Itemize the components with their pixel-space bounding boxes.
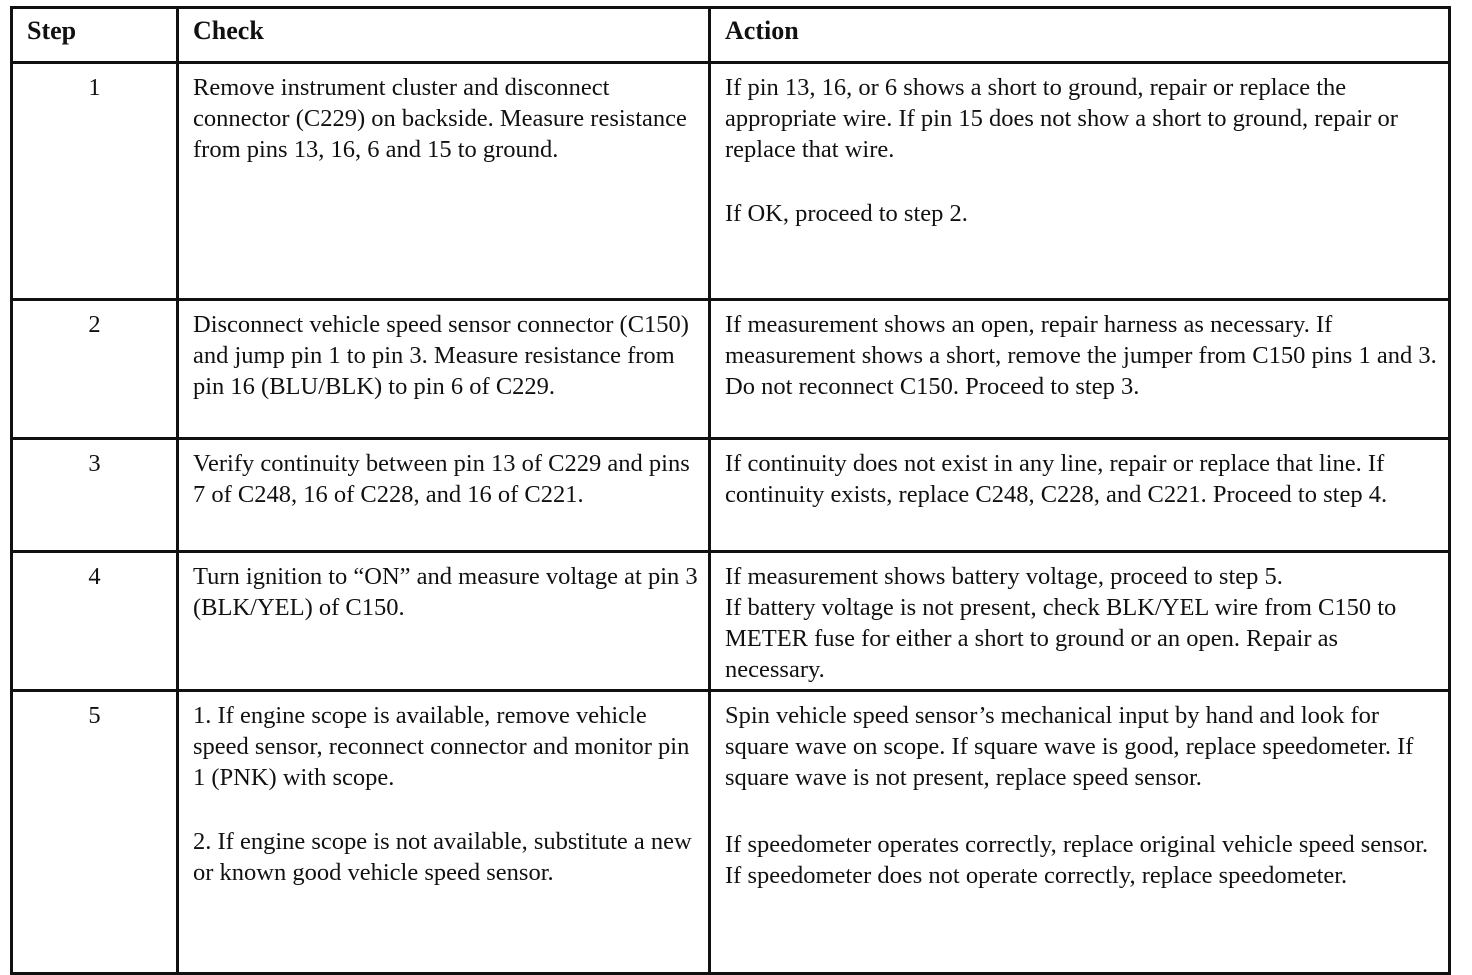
step-number: 5 (12, 691, 178, 974)
check-cell (178, 63, 710, 300)
action-cell (710, 300, 1450, 439)
diagnostic-procedure-sheet (10, 6, 1448, 975)
header-row (12, 8, 1450, 63)
action-text: If speedometer operates correctly, replace original vehicle speed sensor. If speedometer does not operate correctly, replace speedometer. (725, 831, 1429, 889)
table-row (12, 300, 1450, 439)
check-text: Remove instrument cluster and disconnect connector (C229) on backside. Measure resistance from pins 13, 16, 6 and 15 to ground. (193, 74, 687, 163)
action-cell (710, 439, 1450, 552)
action-text: If pin 13, 16, or 6 shows a short to ground, repair or replace the appropriate wire. If pin 15 does not show a short to ground, repair or replace that wire. (725, 74, 1398, 163)
check-cell (178, 439, 710, 552)
step-number: 3 (12, 439, 178, 552)
paragraph-spacer (725, 165, 1438, 198)
table-row (12, 552, 1450, 691)
action-text: Spin vehicle speed sensor’s mechanical input by hand and look for square wave on scope. If square wave is good, replace speedometer. If square wave is not present, replace speed sensor. (725, 702, 1414, 791)
step-number: 1 (12, 63, 178, 300)
check-cell (178, 300, 710, 439)
check-text: 1. If engine scope is available, remove vehicle speed sensor, reconnect connector and monitor pin 1 (PNK) with scope. (193, 702, 690, 791)
action-column-header: Action (710, 8, 1450, 63)
diagnostic-procedure-table (10, 6, 1451, 975)
action-text: If measurement shows an open, repair harness as necessary. If measurement shows a short, remove the jumper from C150 pins 1 and 3. Do not reconnect C150. Proceed to step 3. (725, 311, 1437, 400)
check-cell (178, 552, 710, 691)
action-cell (710, 552, 1450, 691)
action-text: If continuity does not exist in any line, repair or replace that line. If continuity exists, replace C248, C228, and C221. Proceed to step 4. (725, 450, 1388, 508)
action-text: If OK, proceed to step 2. (725, 200, 968, 227)
paragraph-spacer (725, 793, 1438, 829)
table-row (12, 63, 1450, 300)
table-row (12, 691, 1450, 974)
step-number: 2 (12, 300, 178, 439)
table-row (12, 439, 1450, 552)
check-text: Disconnect vehicle speed sensor connector (C150) and jump pin 1 to pin 3. Measure resistance from pin 16 (BLU/BLK) to pin 6 of C229. (193, 311, 689, 400)
action-text: If measurement shows battery voltage, proceed to step 5. (725, 563, 1283, 590)
check-column-header: Check (178, 8, 710, 63)
paragraph-spacer (193, 793, 698, 826)
action-cell (710, 63, 1450, 300)
step-column-header: Step (12, 8, 178, 63)
step-number: 4 (12, 552, 178, 691)
check-text: 2. If engine scope is not available, substitute a new or known good vehicle speed sensor. (193, 828, 692, 886)
check-cell (178, 691, 710, 974)
check-text: Verify continuity between pin 13 of C229 and pins 7 of C248, 16 of C228, and 16 of C221. (193, 450, 690, 508)
action-text: If battery voltage is not present, check BLK/YEL wire from C150 to METER fuse for either a short to ground or an open. Repair as necessary. (725, 594, 1397, 683)
check-text: Turn ignition to “ON” and measure voltage at pin 3 (BLK/YEL) of C150. (193, 563, 698, 621)
action-cell (710, 691, 1450, 974)
